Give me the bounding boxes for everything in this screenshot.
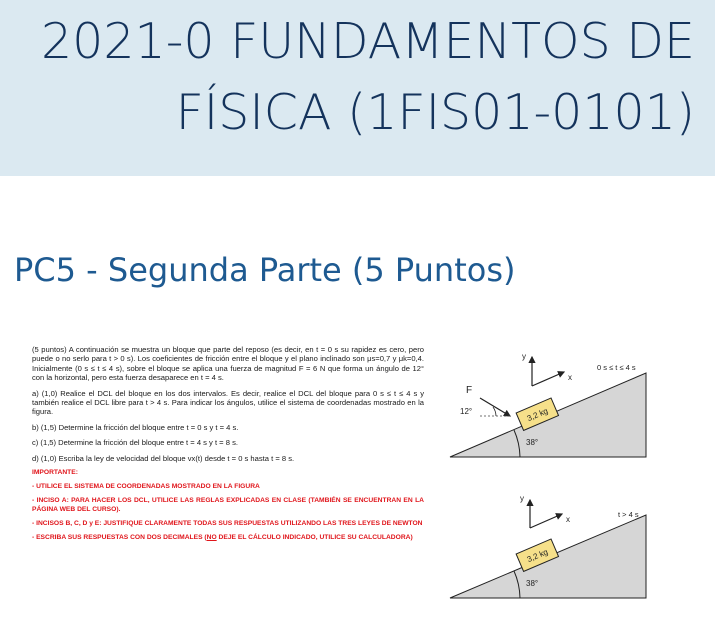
incline-angle-label-bottom: 38° [526,579,539,588]
interval-label-top: 0 s ≤ t ≤ 4 s [597,363,636,372]
force-angle-arc [493,407,496,416]
axis-y-label-bottom: y [520,494,524,503]
problem-statement [32,345,424,548]
important-note-2: - INCISO A: PARA HACER LOS DCL, UTILICE LAS REGLAS EXPLICADAS EN CLASE (TAMBIÉN SE ENCUENTRAN EN LA PÁGINA WEB DEL CURSO). [32,497,424,513]
course-title [5,6,695,148]
header-banner [0,0,715,176]
incline-figure [440,345,700,607]
block-mass-label-bottom: 3,2 kg [525,547,550,565]
problem-intro: (5 puntos) A continuación se muestra un bloque que parte del reposo (es decir, en t = 0 s su rapidez es cero, pero puede o no serlo para t > 0 s). Los coeficientes de fricción entre el bloque y el plano inclinado son μs=0,7 y μk=0,4. Inicialmente (0 s ≤ t ≤ 4 s), sobre el bloque se aplica una fuerza de magnitud F = 6 N que forma un ángulo de 12° con la horizontal, pero esta fuerza desaparece en t = 4 s. [32,345,424,383]
axis-y-label-top: y [522,352,526,361]
force-label: F [466,385,473,396]
important-note-3: - INCISOS B, C, D y E: JUSTIFIQUE CLARAMENTE TODAS SUS RESPUESTAS UTILIZANDO LAS TRES LEYES DE NEWTON [32,519,423,527]
axis-x-label-top: x [568,373,572,382]
force-arrow [480,398,510,416]
important-heading: IMPORTANTE: [32,469,78,477]
problem-part-b: b) (1,5) Determine la fricción del bloque entre t = 0 s y t = 4 s. [32,422,239,432]
force-angle-label: 12° [460,407,473,416]
problem-part-d: d) (1,0) Escriba la ley de velocidad del bloque vx(t) desde t = 0 s hasta t = 8 s. [32,453,295,463]
diagram-top [450,352,646,457]
diagram-bottom [450,494,646,598]
incline-diagrams [440,345,700,607]
axes-top [532,357,564,386]
block-mass-label-top: 3,2 kg [525,406,550,424]
important-note-4: - ESCRIBA SUS RESPUESTAS CON DOS DECIMALES (NO DEJE EL CÁLCULO INDICADO, UTILICE SU CALCULADORA) [32,534,413,542]
interval-label-bottom: t > 4 s [618,510,639,519]
course-title-line1: 2021-0 FUNDAMENTOS DE [41,13,695,70]
problem-part-c: c) (1,5) Determine la fricción del bloque entre t = 4 s y t = 8 s. [32,438,238,448]
important-note-1: - UTILICE EL SISTEMA DE COORDENADAS MOSTRADO EN LA FIGURA [32,483,260,491]
incline-angle-label-top: 38° [526,438,539,447]
axes-bottom [530,500,562,528]
problem-part-a: a) (1,0) Realice el DCL del bloque en los dos intervalos. Es decir, realice el DCL del bloque para 0 s ≤ t ≤ 4 s y también realice el DCL libre para t > 4 s. Para indicar los ángulos, utilice el sistema de coordenadas mostrado en la figura. [32,388,424,417]
axis-x-label-bottom: x [566,515,570,524]
section-title: PC5 - Segunda Parte (5 Puntos) [14,251,516,289]
course-title-line2: FÍSICA (1FIS01-0101) [175,84,695,141]
